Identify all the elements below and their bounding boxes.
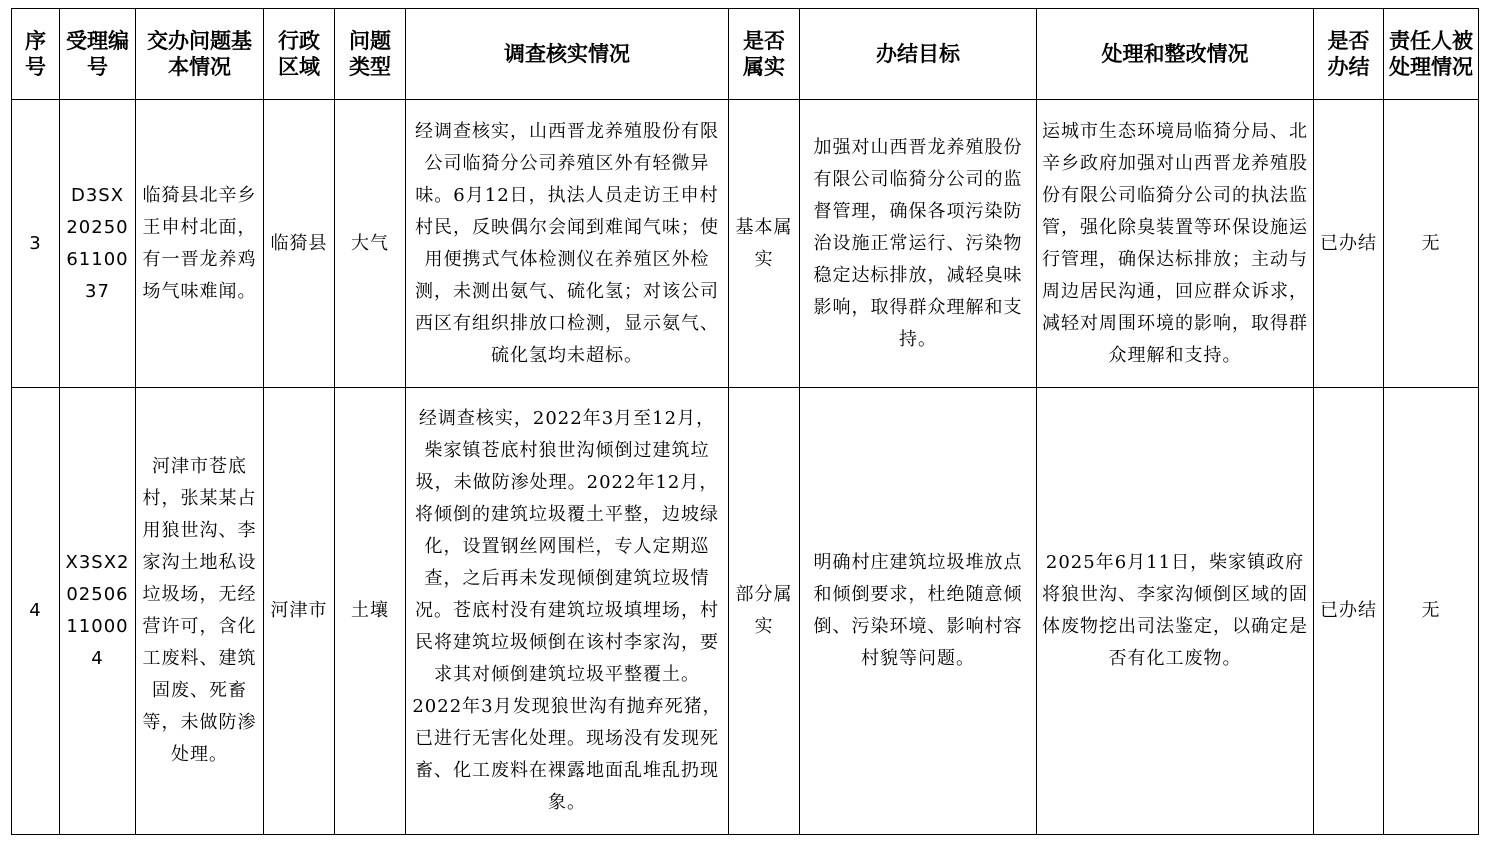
cell-investigation: 经调查核实，2022年3月至12月，柴家镇苍底村狼世沟倾倒过建筑垃圾，未做防渗处理。2022年12月，将倾倒的建筑垃圾覆土平整，边坡绿化，设置钢丝网围栏，专人定期巡查，之后再未发现倾倒建筑垃圾情况。苍底村没有建筑垃圾填埋场，村民将建筑垃圾倾倒在该村李家沟，要求其对倾倒建筑垃圾平整覆土。2022年3月发现狼世沟有抛弃死猪，已进行无害化处理。现场没有发现死畜、化工废料在裸露地面乱堆乱扔现象。 bbox=[406, 388, 729, 835]
cell-verified: 部分属实 bbox=[729, 388, 800, 835]
cell-accountability: 无 bbox=[1384, 388, 1479, 835]
cell-type: 大气 bbox=[335, 100, 406, 388]
cell-investigation: 经调查核实，山西晋龙养殖股份有限公司临猗分公司养殖区外有轻微异味。6月12日，执法人员走访王申村村民，反映偶尔会闻到难闻气味；使用便携式气体检测仪在养殖区外检测，未测出氨气、硫化氢；对该公司西区有组织排放口检测，显示氨气、硫化氢均未超标。 bbox=[406, 100, 729, 388]
cell-closed: 已办结 bbox=[1314, 100, 1384, 388]
table-row bbox=[12, 100, 1479, 388]
cell-problem: 临猗县北辛乡王申村北面，有一晋龙养鸡场气味难闻。 bbox=[136, 100, 264, 388]
cell-region: 临猗县 bbox=[264, 100, 335, 388]
complaint-handling-table bbox=[11, 8, 1479, 835]
header-handling: 处理和整改情况 bbox=[1037, 9, 1314, 100]
cell-verified: 基本属实 bbox=[729, 100, 800, 388]
header-type: 问题类型 bbox=[335, 9, 406, 100]
header-investigation: 调查核实情况 bbox=[406, 9, 729, 100]
cell-seq: 4 bbox=[12, 388, 60, 835]
cell-handling: 2025年6月11日，柴家镇政府将狼世沟、李家沟倾倒区域的固体废物挖出司法鉴定，以确定是否有化工废物。 bbox=[1037, 388, 1314, 835]
cell-accountability: 无 bbox=[1384, 100, 1479, 388]
header-target: 办结目标 bbox=[800, 9, 1037, 100]
table-row bbox=[12, 388, 1479, 835]
cell-code: D3SX202506110037 bbox=[60, 100, 136, 388]
cell-code: X3SX202506110004 bbox=[60, 388, 136, 835]
header-closed: 是否办结 bbox=[1314, 9, 1384, 100]
header-problem: 交办问题基本情况 bbox=[136, 9, 264, 100]
cell-type: 土壤 bbox=[335, 388, 406, 835]
header-row bbox=[12, 9, 1479, 100]
cell-region: 河津市 bbox=[264, 388, 335, 835]
header-code: 受理编号 bbox=[60, 9, 136, 100]
header-accountability: 责任人被处理情况 bbox=[1384, 9, 1479, 100]
cell-problem: 河津市苍底村，张某某占用狼世沟、李家沟土地私设垃圾场，无经营许可，含化工废料、建筑固废、死畜等，未做防渗处理。 bbox=[136, 388, 264, 835]
cell-target: 加强对山西晋龙养殖股份有限公司临猗分公司的监督管理，确保各项污染防治设施正常运行、污染物稳定达标排放，减轻臭味影响，取得群众理解和支持。 bbox=[800, 100, 1037, 388]
cell-closed: 已办结 bbox=[1314, 388, 1384, 835]
header-verified: 是否属实 bbox=[729, 9, 800, 100]
cell-seq: 3 bbox=[12, 100, 60, 388]
cell-handling: 运城市生态环境局临猗分局、北辛乡政府加强对山西晋龙养殖股份有限公司临猗分公司的执法监管，强化除臭装置等环保设施运行管理，确保达标排放；主动与周边居民沟通，回应群众诉求，减轻对周围环境的影响，取得群众理解和支持。 bbox=[1037, 100, 1314, 388]
header-seq: 序号 bbox=[12, 9, 60, 100]
header-region: 行政区域 bbox=[264, 9, 335, 100]
cell-target: 明确村庄建筑垃圾堆放点和倾倒要求，杜绝随意倾倒、污染环境、影响村容村貌等问题。 bbox=[800, 388, 1037, 835]
